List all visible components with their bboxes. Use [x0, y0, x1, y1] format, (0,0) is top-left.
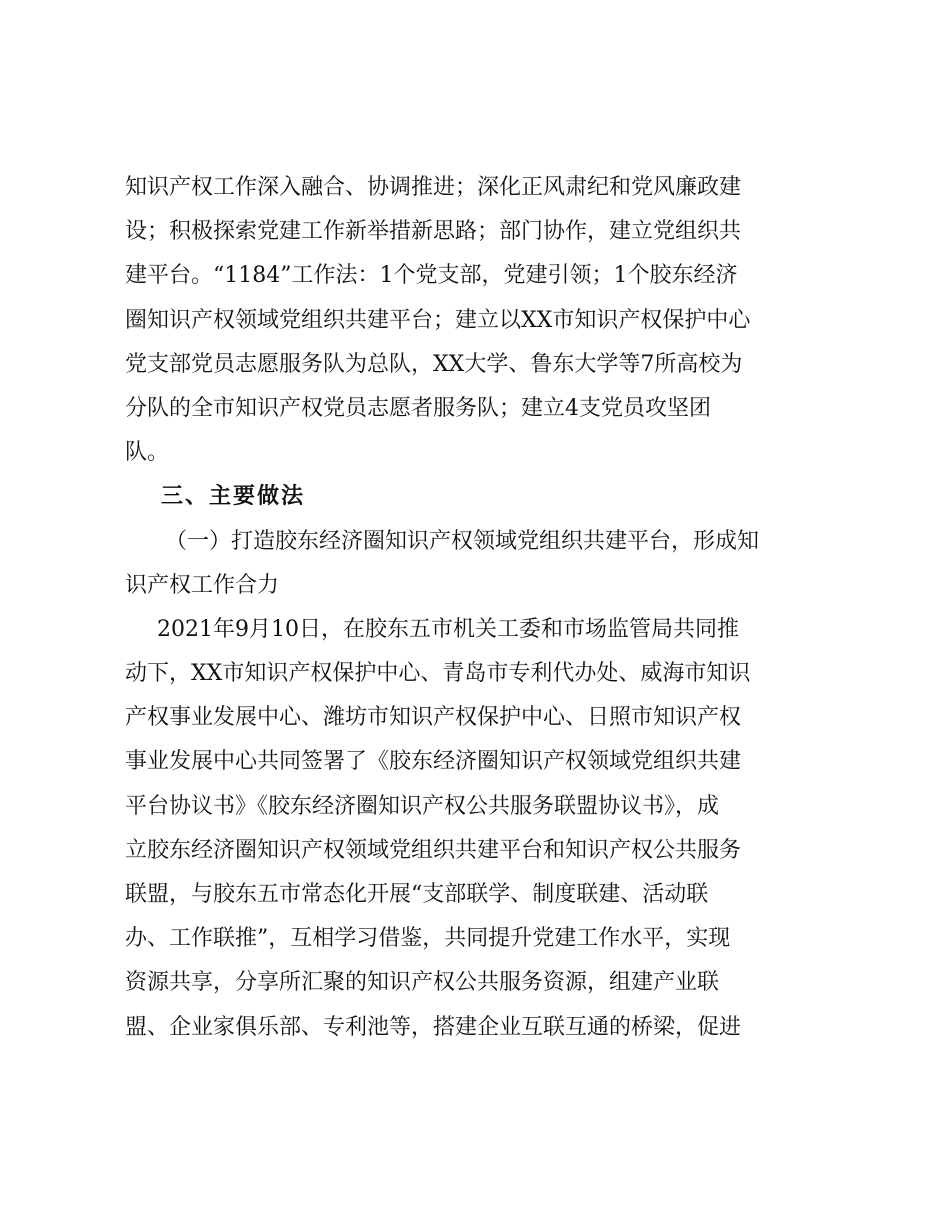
- paragraph-1: [125, 166, 830, 475]
- paragraph-line: 设；积极探索党建工作新举措新思路；部门协作，建立党组织共: [125, 219, 742, 245]
- paragraph-line: 盟、企业家俱乐部、专利池等，搭建企业互联互通的桥梁，促进: [125, 1014, 742, 1040]
- paragraph-line: 资源共享，分享所汇聚的知识产权公共服务资源，组建产业联: [125, 970, 720, 996]
- subsection-heading-line: 识产权工作合力: [125, 572, 280, 598]
- paragraph-line: 党支部党员志愿服务队为总队，XX大学、鲁东大学等7所高校为: [125, 351, 743, 377]
- document-body: [125, 166, 830, 1050]
- paragraph-line: 联盟，与胶东五市常态化开展“支部联学、制度联建、活动联: [125, 882, 709, 907]
- paragraph-line: 办、工作联推”，互相学习借鉴，共同提升党建工作水平，实现: [125, 926, 731, 952]
- paragraph-line: 队。: [125, 440, 170, 466]
- paragraph-line: 知识产权工作深入融合、协调推进；深化正风肃纪和党风廉政建: [125, 175, 742, 200]
- paragraph-line: 立胶东经济圈知识产权领域党组织共建平台和知识产权公共服务: [125, 837, 742, 863]
- paragraph-line: 圈知识产权领域党组织共建平台；建立以XX市知识产权保护中心: [125, 307, 751, 333]
- subsection-heading-line: （一）打造胶东经济圈知识产权领域党组织共建平台，形成知: [165, 528, 760, 554]
- paragraph-line: 产权事业发展中心、潍坊市知识产权保护中心、日照市知识产权: [125, 705, 742, 731]
- subsection-heading: [125, 520, 830, 608]
- paragraph-line: 动下，XX市知识产权保护中心、青岛市专利代办处、威海市知识: [125, 661, 751, 687]
- section-heading: 三、主要做法: [161, 484, 306, 510]
- paragraph-line: 2021年9月10日，在胶东五市机关工委和市场监管局共同推: [157, 616, 739, 642]
- paragraph-2: [125, 608, 830, 1050]
- paragraph-line: 建平台。“1184”工作法：1个党支部，党建引领；1个胶东经济: [125, 263, 738, 289]
- paragraph-line: 平台协议书》《胶东经济圈知识产权公共服务联盟协议书》，成: [125, 793, 720, 819]
- paragraph-line: 分队的全市知识产权党员志愿者服务队；建立4支党员攻坚团: [125, 395, 711, 421]
- paragraph-line: 事业发展中心共同签署了《胶东经济圈知识产权领域党组织共建: [125, 749, 742, 775]
